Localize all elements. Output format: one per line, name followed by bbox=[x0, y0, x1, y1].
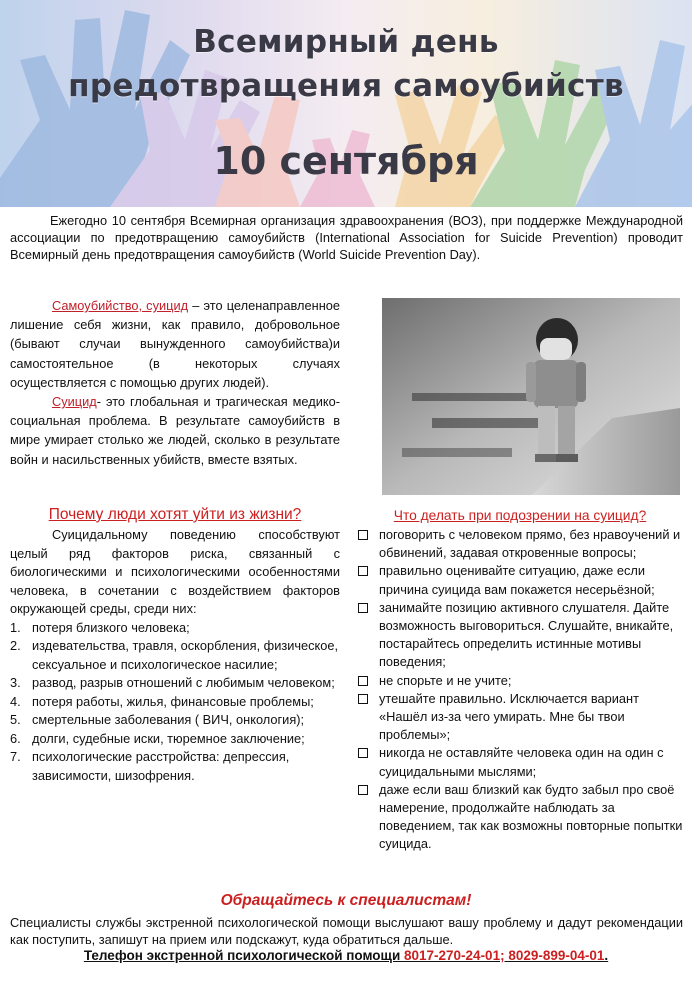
item-text: долги, судебные иски, тюремное заключение; bbox=[32, 730, 305, 746]
definition-paragraph bbox=[10, 296, 340, 392]
problem-paragraph bbox=[10, 392, 340, 469]
list-item bbox=[357, 526, 687, 562]
list-item bbox=[10, 711, 340, 730]
risk-factors-section bbox=[10, 526, 340, 785]
item-text: психологические расстройства: депрессия, зависимости, шизофрения. bbox=[32, 749, 290, 783]
list-item bbox=[10, 693, 340, 712]
hotline-label: Телефон экстренной психологической помощи bbox=[83, 948, 404, 963]
what-to-do-heading: Что делать при подозрении на суицид? bbox=[393, 508, 647, 523]
checkbox-bullet-icon bbox=[358, 530, 368, 540]
list-item bbox=[357, 562, 687, 598]
item-number: 3. bbox=[10, 675, 21, 690]
why-heading: Почему люди хотят уйти из жизни? bbox=[48, 506, 302, 523]
item-text: смертельные заболевания ( ВИЧ, онкология); bbox=[32, 712, 305, 727]
checkbox-bullet-icon bbox=[358, 694, 368, 704]
item-text: не спорьте и не учите; bbox=[379, 672, 512, 688]
list-item bbox=[10, 637, 340, 674]
list-item bbox=[10, 619, 340, 638]
risk-factors-list bbox=[10, 619, 340, 786]
call-to-action: Обращайтесь к специалистам! bbox=[220, 892, 472, 909]
list-item bbox=[357, 599, 687, 672]
banner-title-line2: предотвращения самоубийств bbox=[68, 68, 624, 104]
banner-title-line1: Всемирный день bbox=[193, 24, 499, 60]
hotline-numbers: 8017-270-24-01; 8029-899-04-01 bbox=[404, 948, 605, 963]
checkbox-bullet-icon bbox=[358, 748, 368, 758]
specialists-paragraph: Специалисты службы экстренной психологической помощи выслушают вашу проблему и дадут рекомендации как поступить, запишут на прием или подскажут, куда обратиться дальше. bbox=[10, 915, 683, 947]
item-number: 7. bbox=[10, 749, 21, 764]
item-number: 4. bbox=[10, 693, 21, 709]
item-text: потеря работы, жилья, финансовые проблемы; bbox=[32, 693, 314, 709]
hotline-phone bbox=[0, 948, 692, 963]
list-item bbox=[357, 690, 687, 745]
item-text: развод, разрыв отношений с любимым человеком; bbox=[32, 675, 335, 690]
problem-term: Суицид bbox=[52, 394, 97, 410]
checkbox-bullet-icon bbox=[358, 603, 368, 613]
checkbox-bullet-icon bbox=[358, 676, 368, 686]
checkbox-bullet-icon bbox=[358, 566, 368, 576]
hotline-end: . bbox=[604, 948, 609, 963]
item-number: 6. bbox=[10, 730, 21, 746]
banner-date: 10 сентября bbox=[213, 139, 479, 183]
list-item bbox=[357, 781, 687, 854]
item-text: потеря близкого человека; bbox=[32, 619, 190, 635]
header-banner bbox=[0, 0, 692, 207]
item-text: даже если ваш близкий как будто забыл про своё намерение, продолжайте наблюдать за поведением, так как возможны повторные попытки суицида. bbox=[379, 781, 683, 852]
intro-paragraph: Ежегодно 10 сентября Всемирная организация здравоохранения (ВОЗ), при поддержке Международной ассоциации по предотвращению самоубийств (International Association for Suicide Prevention) проводит Всемирный день предотвращения самоубийств (World Suicide Prevention Day). bbox=[10, 213, 683, 262]
toy-figure-photo bbox=[382, 298, 680, 495]
list-item bbox=[10, 674, 340, 693]
item-text: поговорить с человеком прямо, без нравоучений и обвинений, задавая откровенные вопросы; bbox=[379, 527, 681, 561]
item-text: никогда не оставляйте человека один на один с суицидальными мыслями; bbox=[379, 745, 664, 779]
item-text: издевательства, травля, оскорбления, физическое, сексуальное и психологическое насилие; bbox=[32, 638, 339, 672]
definition-text: – это целенаправленное лишение себя жизни, как правило, добровольное (бывают случаи вынужденного самоубийства)и самостоятельное (в некоторых случаях осуществляется с помощью других людей). bbox=[10, 298, 340, 390]
item-text: правильно оценивайте ситуацию, даже если причина суицида вам покажется несерьёзной; bbox=[379, 563, 655, 597]
list-item bbox=[357, 744, 687, 780]
list-item bbox=[10, 748, 340, 785]
item-number: 5. bbox=[10, 712, 21, 727]
risk-factors-intro: Суицидальному поведению способствуют целый ряд факторов риска, связанный с биологическими и психологическими особенностями человека, в сочетании с воздействием факторов окружающей среды, среди них: bbox=[10, 527, 340, 616]
item-text: занимайте позицию активного слушателя. Дайте возможность выговориться. Слушайте, вникайте, постарайтесь определить истинные мотивы поведения; bbox=[379, 599, 674, 670]
toy-figure-image bbox=[382, 298, 680, 495]
item-text: утешайте правильно. Исключается вариант «Нашёл из-за чего умирать. Мне бы твои проблемы»; bbox=[379, 690, 639, 743]
checkbox-bullet-icon bbox=[358, 785, 368, 795]
item-number: 1. bbox=[10, 619, 21, 635]
list-item bbox=[10, 730, 340, 749]
definition-term: Самоубийство, суицид bbox=[52, 298, 189, 313]
definitions-section bbox=[10, 296, 340, 469]
list-item bbox=[357, 672, 687, 690]
problem-text: - это глобальная и трагическая медико-социальная проблема. В результате самоубийств в мире умирает столько же людей, сколько в результате войн и насильственных убийств, вместе взятых. bbox=[10, 394, 340, 467]
what-to-do-list bbox=[357, 526, 687, 854]
item-number: 2. bbox=[10, 638, 21, 653]
